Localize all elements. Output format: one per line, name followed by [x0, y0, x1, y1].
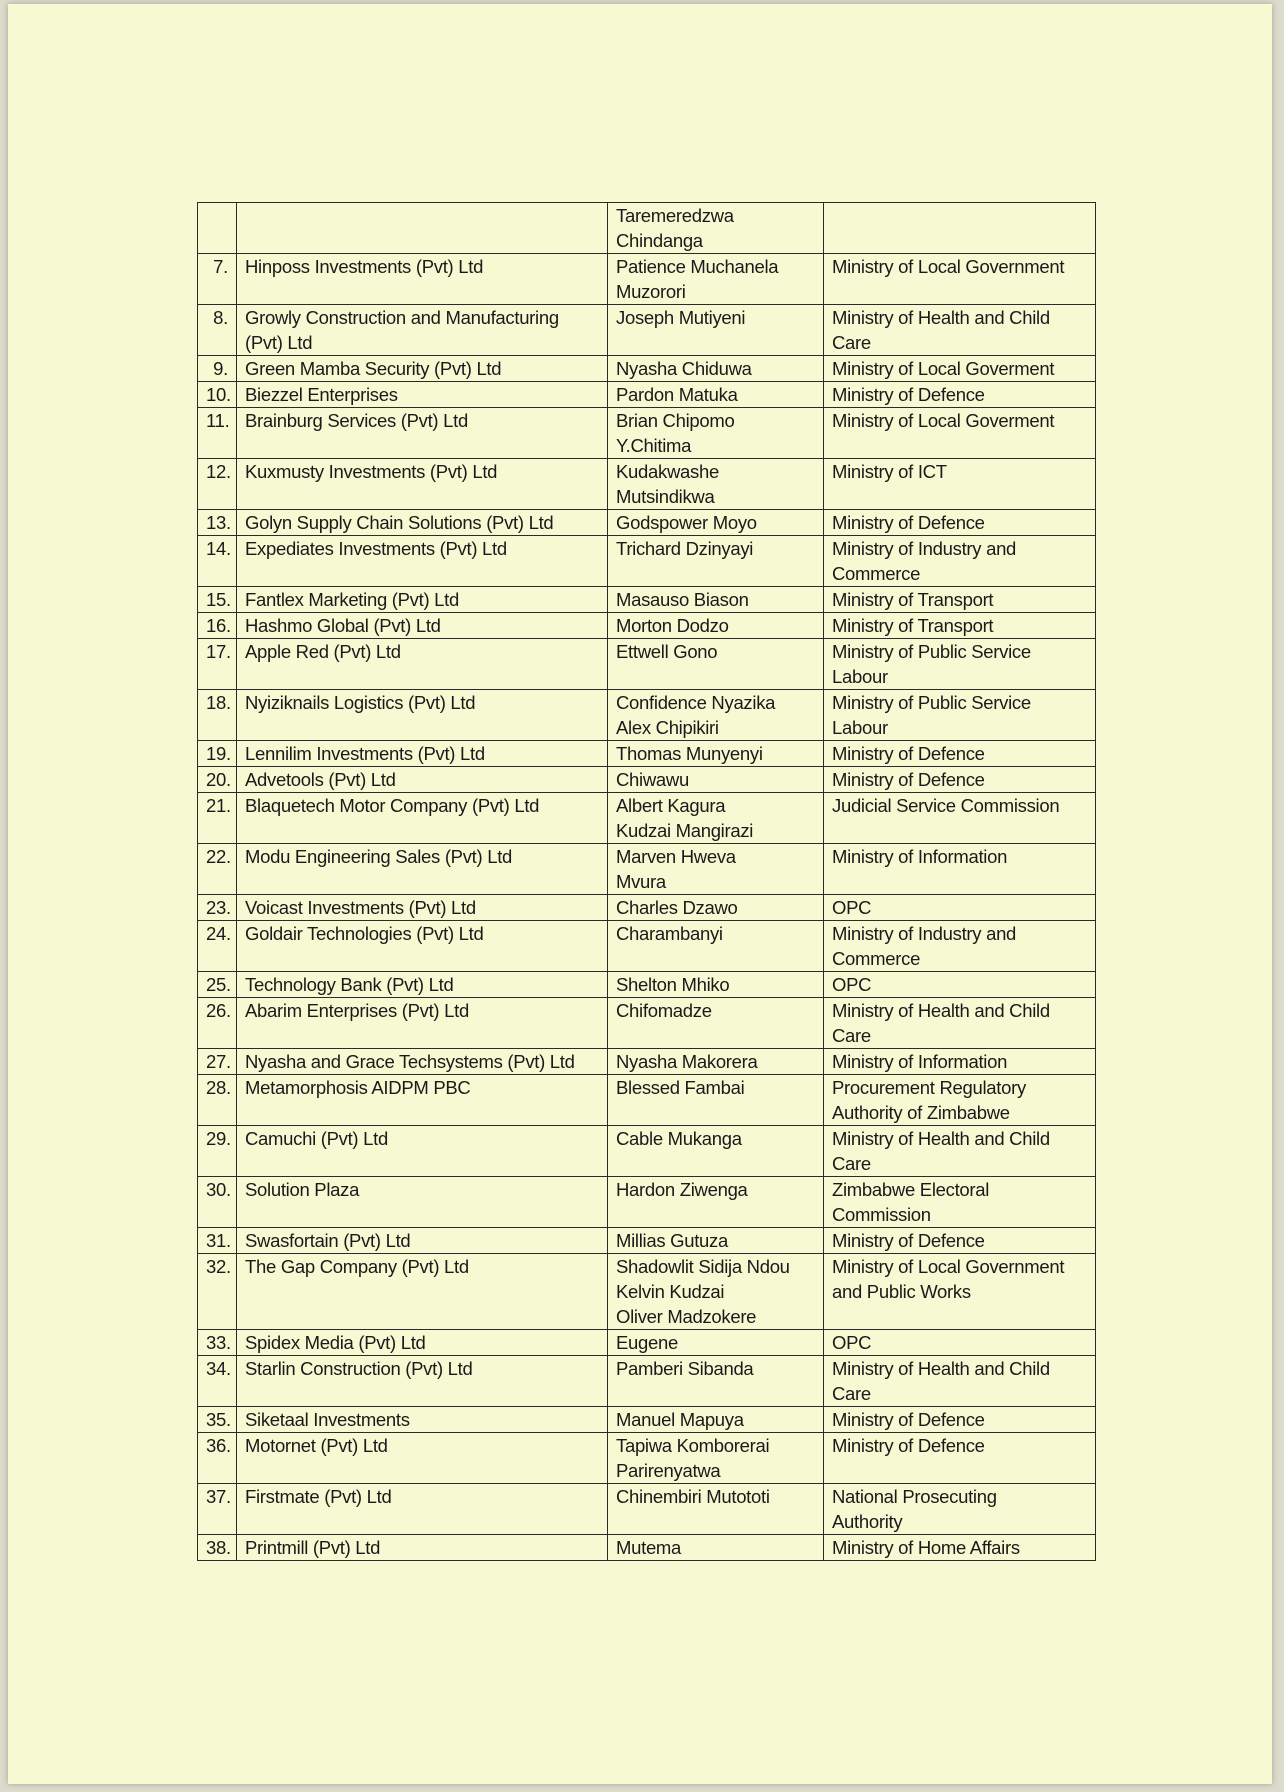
row-number: 15. — [198, 587, 237, 613]
table-row — [198, 382, 1096, 408]
table-row — [198, 844, 1096, 895]
ministry-name: Ministry of Industry and Commerce — [824, 921, 1096, 972]
company-name: Voicast Investments (Pvt) Ltd — [237, 895, 608, 921]
company-name: Lennilim Investments (Pvt) Ltd — [237, 741, 608, 767]
ministry-name: National Prosecuting Authority — [824, 1484, 1096, 1535]
table-body — [198, 203, 1096, 1561]
table-row — [198, 459, 1096, 510]
director-name: Tapiwa Komborerai Parirenyatwa — [608, 1433, 824, 1484]
director-name: Joseph Mutiyeni — [608, 305, 824, 356]
table-row — [198, 536, 1096, 587]
company-name: Goldair Technologies (Pvt) Ltd — [237, 921, 608, 972]
ministry-name: OPC — [824, 1330, 1096, 1356]
company-name: Biezzel Enterprises — [237, 382, 608, 408]
director-name: Confidence Nyazika Alex Chipikiri — [608, 690, 824, 741]
row-number: 21. — [198, 793, 237, 844]
row-number: 13. — [198, 510, 237, 536]
table-row — [198, 690, 1096, 741]
director-name: Ettwell Gono — [608, 639, 824, 690]
ministry-name: Ministry of Health and Child Care — [824, 305, 1096, 356]
table-row — [198, 510, 1096, 536]
company-name: Green Mamba Security (Pvt) Ltd — [237, 356, 608, 382]
ministry-name: Ministry of Transport — [824, 613, 1096, 639]
director-name: Kudakwashe Mutsindikwa — [608, 459, 824, 510]
ministry-name: Ministry of Defence — [824, 741, 1096, 767]
company-name: Advetools (Pvt) Ltd — [237, 767, 608, 793]
director-name: Pamberi Sibanda — [608, 1356, 824, 1407]
row-number: 28. — [198, 1075, 237, 1126]
company-name: Hinposs Investments (Pvt) Ltd — [237, 254, 608, 305]
director-name: Shadowlit Sidija Ndou Kelvin Kudzai Oliver Madzokere — [608, 1254, 824, 1330]
director-name: Pardon Matuka — [608, 382, 824, 408]
row-number: 23. — [198, 895, 237, 921]
company-name: Camuchi (Pvt) Ltd — [237, 1126, 608, 1177]
table-row — [198, 1484, 1096, 1535]
director-name: Cable Mukanga — [608, 1126, 824, 1177]
director-name: Patience Muchanela Muzorori — [608, 254, 824, 305]
table-row — [198, 895, 1096, 921]
company-name: Modu Engineering Sales (Pvt) Ltd — [237, 844, 608, 895]
table-row — [198, 793, 1096, 844]
ministry-name: Ministry of Defence — [824, 510, 1096, 536]
table-row — [198, 767, 1096, 793]
table-row — [198, 254, 1096, 305]
director-name: Charambanyi — [608, 921, 824, 972]
company-name: Swasfortain (Pvt) Ltd — [237, 1228, 608, 1254]
company-name: Motornet (Pvt) Ltd — [237, 1433, 608, 1484]
director-name: Chifomadze — [608, 998, 824, 1049]
row-number: 34. — [198, 1356, 237, 1407]
ministry-name: Ministry of Public Service Labour — [824, 690, 1096, 741]
ministry-name: Procurement Regulatory Authority of Zimbabwe — [824, 1075, 1096, 1126]
table-row — [198, 998, 1096, 1049]
table-row — [198, 1356, 1096, 1407]
director-name: Nyasha Makorera — [608, 1049, 824, 1075]
table-row — [198, 305, 1096, 356]
table-row — [198, 972, 1096, 998]
director-name: Albert Kagura Kudzai Mangirazi — [608, 793, 824, 844]
director-name: Trichard Dzinyayi — [608, 536, 824, 587]
ministry-name: Ministry of Industry and Commerce — [824, 536, 1096, 587]
director-name: Chiwawu — [608, 767, 824, 793]
company-name: Expediates Investments (Pvt) Ltd — [237, 536, 608, 587]
director-name: Marven Hweva Mvura — [608, 844, 824, 895]
ministry-name: Ministry of Local Government and Public Works — [824, 1254, 1096, 1330]
row-number — [198, 203, 237, 254]
row-number: 11. — [198, 408, 237, 459]
table-row — [198, 921, 1096, 972]
row-number: 16. — [198, 613, 237, 639]
director-name: Thomas Munyenyi — [608, 741, 824, 767]
ministry-name: Ministry of Local Goverment — [824, 408, 1096, 459]
row-number: 22. — [198, 844, 237, 895]
row-number: 27. — [198, 1049, 237, 1075]
row-number: 29. — [198, 1126, 237, 1177]
row-number: 33. — [198, 1330, 237, 1356]
table-row — [198, 1049, 1096, 1075]
ministry-name — [824, 203, 1096, 254]
row-number: 25. — [198, 972, 237, 998]
company-name: Kuxmusty Investments (Pvt) Ltd — [237, 459, 608, 510]
director-name: Mutema — [608, 1535, 824, 1561]
ministry-name: Ministry of Health and Child Care — [824, 1356, 1096, 1407]
company-name: Abarim Enterprises (Pvt) Ltd — [237, 998, 608, 1049]
company-name: Metamorphosis AIDPM PBC — [237, 1075, 608, 1126]
company-name: Hashmo Global (Pvt) Ltd — [237, 613, 608, 639]
row-number: 14. — [198, 536, 237, 587]
table-row — [198, 203, 1096, 254]
ministry-name: Ministry of Health and Child Care — [824, 998, 1096, 1049]
table-row — [198, 741, 1096, 767]
director-name: Hardon Ziwenga — [608, 1177, 824, 1228]
ministry-name: Zimbabwe Electoral Commission — [824, 1177, 1096, 1228]
ministry-name: Ministry of Home Affairs — [824, 1535, 1096, 1561]
row-number: 19. — [198, 741, 237, 767]
company-name: Nyiziknails Logistics (Pvt) Ltd — [237, 690, 608, 741]
document-page — [8, 4, 1272, 1784]
table-row — [198, 1535, 1096, 1561]
company-name: Firstmate (Pvt) Ltd — [237, 1484, 608, 1535]
table-row — [198, 1075, 1096, 1126]
ministry-name: Ministry of Information — [824, 844, 1096, 895]
row-number: 37. — [198, 1484, 237, 1535]
company-name: Starlin Construction (Pvt) Ltd — [237, 1356, 608, 1407]
company-name: The Gap Company (Pvt) Ltd — [237, 1254, 608, 1330]
table-row — [198, 1228, 1096, 1254]
company-name: Growly Construction and Manufacturing (Pvt) Ltd — [237, 305, 608, 356]
row-number: 38. — [198, 1535, 237, 1561]
ministry-name: Ministry of Health and Child Care — [824, 1126, 1096, 1177]
table-row — [198, 1407, 1096, 1433]
company-name: Technology Bank (Pvt) Ltd — [237, 972, 608, 998]
ministry-name: Ministry of Defence — [824, 382, 1096, 408]
company-name: Nyasha and Grace Techsystems (Pvt) Ltd — [237, 1049, 608, 1075]
row-number: 12. — [198, 459, 237, 510]
row-number: 35. — [198, 1407, 237, 1433]
company-name: Apple Red (Pvt) Ltd — [237, 639, 608, 690]
row-number: 36. — [198, 1433, 237, 1484]
row-number: 32. — [198, 1254, 237, 1330]
company-name: Fantlex Marketing (Pvt) Ltd — [237, 587, 608, 613]
table-row — [198, 356, 1096, 382]
ministry-name: Ministry of Defence — [824, 1433, 1096, 1484]
row-number: 30. — [198, 1177, 237, 1228]
ministry-name: Ministry of Defence — [824, 1228, 1096, 1254]
company-name — [237, 203, 608, 254]
row-number: 20. — [198, 767, 237, 793]
row-number: 31. — [198, 1228, 237, 1254]
director-name: Charles Dzawo — [608, 895, 824, 921]
ministry-name: Ministry of Defence — [824, 767, 1096, 793]
table-row — [198, 1126, 1096, 1177]
company-name: Golyn Supply Chain Solutions (Pvt) Ltd — [237, 510, 608, 536]
ministry-name: Ministry of Local Government — [824, 254, 1096, 305]
row-number: 9. — [198, 356, 237, 382]
table-row — [198, 1177, 1096, 1228]
director-name: Chinembiri Mutototi — [608, 1484, 824, 1535]
ministry-name: Ministry of Transport — [824, 587, 1096, 613]
row-number: 17. — [198, 639, 237, 690]
company-name: Siketaal Investments — [237, 1407, 608, 1433]
company-name: Brainburg Services (Pvt) Ltd — [237, 408, 608, 459]
director-name: Brian Chipomo Y.Chitima — [608, 408, 824, 459]
table-row — [198, 408, 1096, 459]
company-name: Printmill (Pvt) Ltd — [237, 1535, 608, 1561]
director-name: Masauso Biason — [608, 587, 824, 613]
table-row — [198, 1330, 1096, 1356]
company-name: Blaquetech Motor Company (Pvt) Ltd — [237, 793, 608, 844]
row-number: 10. — [198, 382, 237, 408]
company-ministry-table — [197, 202, 1096, 1561]
ministry-name: OPC — [824, 972, 1096, 998]
row-number: 7. — [198, 254, 237, 305]
table-row — [198, 639, 1096, 690]
table-row — [198, 1433, 1096, 1484]
row-number: 24. — [198, 921, 237, 972]
director-name: Blessed Fambai — [608, 1075, 824, 1126]
director-name: Taremeredzwa Chindanga — [608, 203, 824, 254]
director-name: Manuel Mapuya — [608, 1407, 824, 1433]
company-name: Solution Plaza — [237, 1177, 608, 1228]
director-name: Godspower Moyo — [608, 510, 824, 536]
table-row — [198, 1254, 1096, 1330]
ministry-name: OPC — [824, 895, 1096, 921]
director-name: Morton Dodzo — [608, 613, 824, 639]
company-name: Spidex Media (Pvt) Ltd — [237, 1330, 608, 1356]
director-name: Nyasha Chiduwa — [608, 356, 824, 382]
ministry-name: Ministry of Information — [824, 1049, 1096, 1075]
ministry-name: Ministry of Public Service Labour — [824, 639, 1096, 690]
director-name: Eugene — [608, 1330, 824, 1356]
row-number: 8. — [198, 305, 237, 356]
director-name: Shelton Mhiko — [608, 972, 824, 998]
row-number: 26. — [198, 998, 237, 1049]
ministry-name: Ministry of Local Goverment — [824, 356, 1096, 382]
ministry-name: Ministry of ICT — [824, 459, 1096, 510]
table-row — [198, 587, 1096, 613]
table-row — [198, 613, 1096, 639]
ministry-name: Judicial Service Commission — [824, 793, 1096, 844]
ministry-name: Ministry of Defence — [824, 1407, 1096, 1433]
director-name: Millias Gutuza — [608, 1228, 824, 1254]
row-number: 18. — [198, 690, 237, 741]
